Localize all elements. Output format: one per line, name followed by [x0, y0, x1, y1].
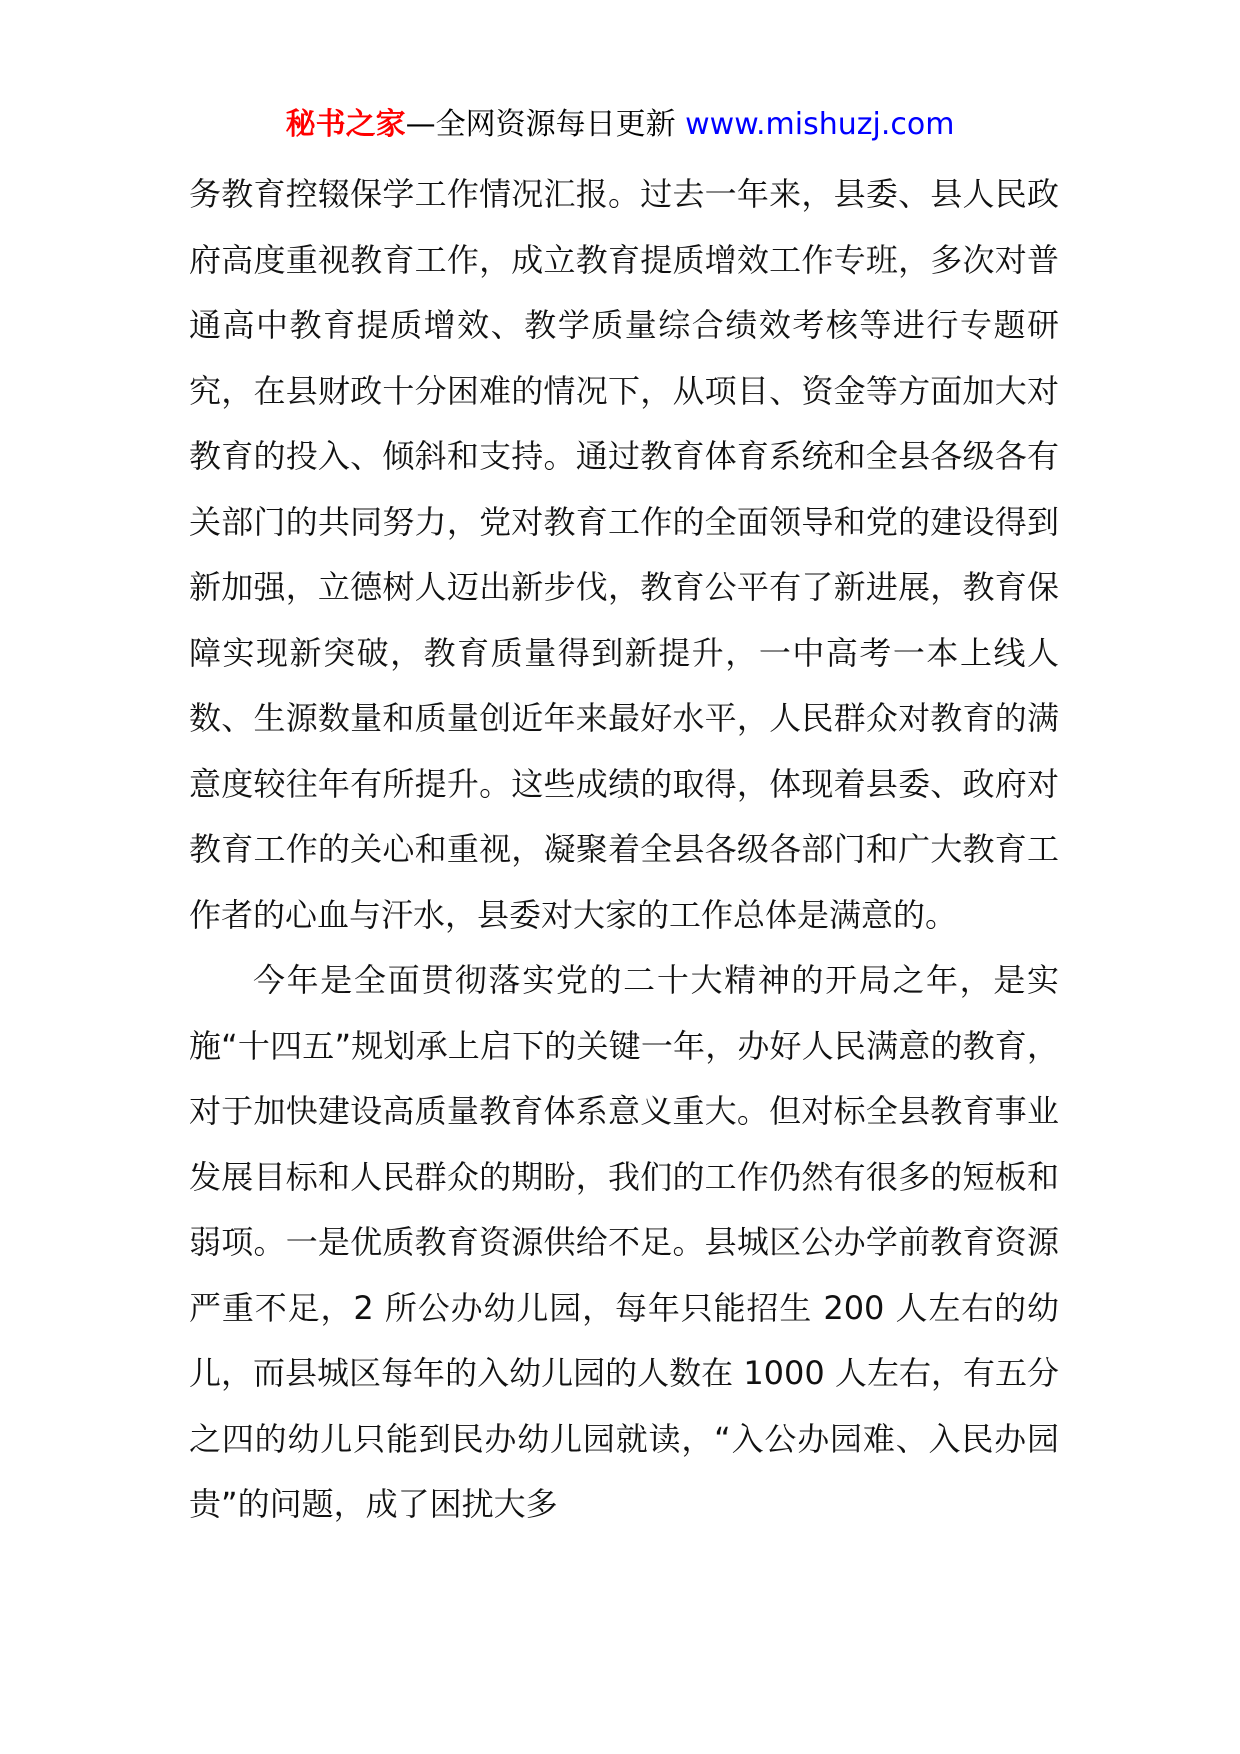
site-tagline: —全网资源每日更新: [405, 107, 686, 142]
document-body: [189, 162, 1059, 1538]
site-url[interactable]: www.mishuzj.com: [685, 107, 955, 142]
site-brand: 秘书之家: [285, 107, 406, 142]
paragraph-1: 务教育控辍保学工作情况汇报。过去一年来，县委、县人民政府高度重视教育工作，成立教育提质增效工作专班，多次对普通高中教育提质增效、教学质量综合绩效考核等进行专题研究，在县财政十分困难的情况下，从项目、资金等方面加大对教育的投入、倾斜和支持。通过教育体育系统和全县各级各有关部门的共同努力，党对教育工作的全面领导和党的建设得到新加强，立德树人迈出新步伐，教育公平有了新进展，教育保障实现新突破，教育质量得到新提升，一中高考一本上线人数、生源数量和质量创近年来最好水平，人民群众对教育的满意度较往年有所提升。这些成绩的取得，体现着县委、政府对教育工作的关心和重视，凝聚着全县各级各部门和广大教育工作者的心血与汗水，县委对大家的工作总体是满意的。: [189, 175, 1059, 934]
page-header: [0, 100, 1240, 150]
paragraph-2: 今年是全面贯彻落实党的二十大精神的开局之年，是实施“十四五”规划承上启下的关键一年，办好人民满意的教育，对于加快建设高质量教育体系意义重大。但对标全县教育事业发展目标和人民群众的期盼，我们的工作仍然有很多的短板和弱项。一是优质教育资源供给不足。县城区公办学前教育资源严重不足，2 所公办幼儿园，每年只能招生 200 人左右的幼儿，而县城区每年的入幼儿园的人数在 1000 人左右，有五分之四的幼儿只能到民办幼儿园就读，“入公办园难、入民办园贵”的问题，成了困扰大多: [189, 961, 1059, 1523]
